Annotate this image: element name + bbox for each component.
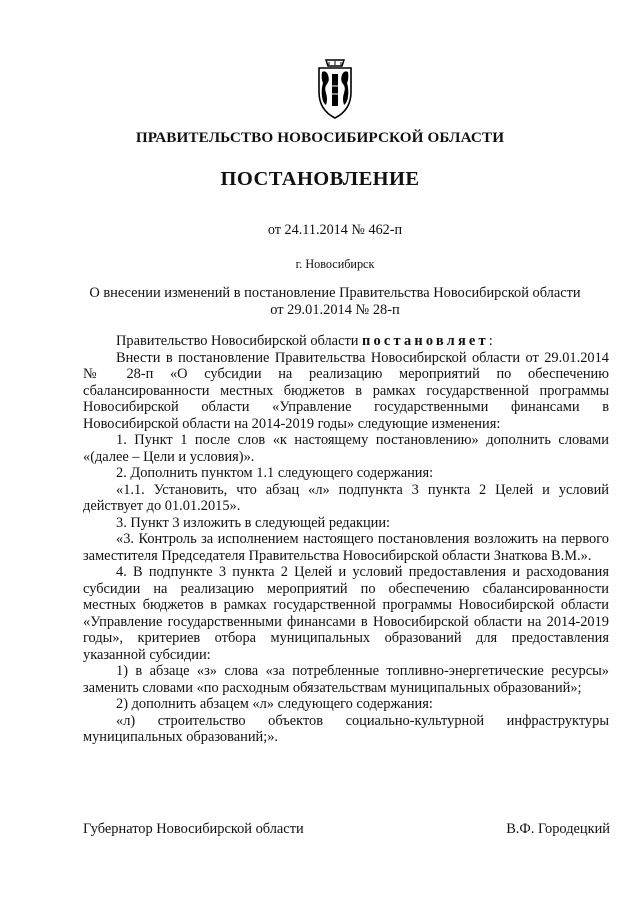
body-paragraph: 1) в абзаце «з» слова «за потребленные топливно-энергетические ресурсы» заменить словами «по расходным обязательствам муниципальных образований»; [83,663,609,696]
intro-suffix: : [488,333,493,349]
subject-line-2: от 29.01.2014 № 28-п [270,301,400,318]
body-paragraph: 1. Пункт 1 после слов «к настоящему постановлению» дополнить словами «(далее – Цели и условия)». [83,432,609,465]
document-subject [0,285,640,318]
intro-verb: постановляет [362,333,489,349]
body-paragraph: «л) строительство объектов социально-культурной инфраструктуры муниципальных образований;». [83,712,609,745]
subject-line-1: О внесении изменений в постановление Правительства Новосибирской области [89,285,581,301]
date-number-line: от 24.11.2014 № 462-п [267,222,403,238]
body-paragraph: «1.1. Установить, что абзац «л» подпункта 3 пункта 2 Целей и условий действует до 01.01.2015». [83,481,609,514]
body-paragraph: 2. Дополнить пунктом 1.1 следующего содержания: [116,465,434,481]
body-paragraph: «3. Контроль за исполнением настоящего постановления возложить на первого заместителя Председателя Правительства Новосибирской области Знаткова В.М.». [83,531,609,564]
body-paragraph: Внести в постановление Правительства Новосибирской области от 29.01.2014 № 28-п «О субсидии на реализацию мероприятий по обеспечению сбалансированности местных бюджетов в рамках государственной программы Новосибирской области «Управление государственными финансами в Новосибирской области на 2014-2019 годы» следующие изменения: [83,349,609,432]
resolution-intro [83,333,609,350]
coat-of-arms-icon [311,58,359,120]
body-paragraph: 2) дополнить абзацем «л» следующего содержания: [116,696,433,712]
city-line: г. Новосибирск [295,257,375,271]
signatory-position: Губернатор Новосибирской области [83,821,304,837]
signatory-name: В.Ф. Городецкий [506,821,610,837]
intro-prefix: Правительство Новосибирской области [116,333,363,349]
organization-title: ПРАВИТЕЛЬСТВО НОВОСИБИРСКОЙ ОБЛАСТИ [135,129,505,146]
body-paragraph: 3. Пункт 3 изложить в следующей редакции: [116,514,391,531]
document-body [83,333,609,746]
document-type-title: ПОСТАНОВЛЕНИЕ [220,168,420,190]
body-paragraph: 4. В подпункте 3 пункта 2 Целей и условий предоставления и расходования субсидии на реализацию мероприятий по обеспечению сбалансированности местных бюджетов в рамках государственной программы Новосибирской области «Управление государственными финансами в Новосибирской области на 2014-2019 годы», критериев отбора муниципальных образований для предоставления указанной субсидии: [83,564,609,663]
